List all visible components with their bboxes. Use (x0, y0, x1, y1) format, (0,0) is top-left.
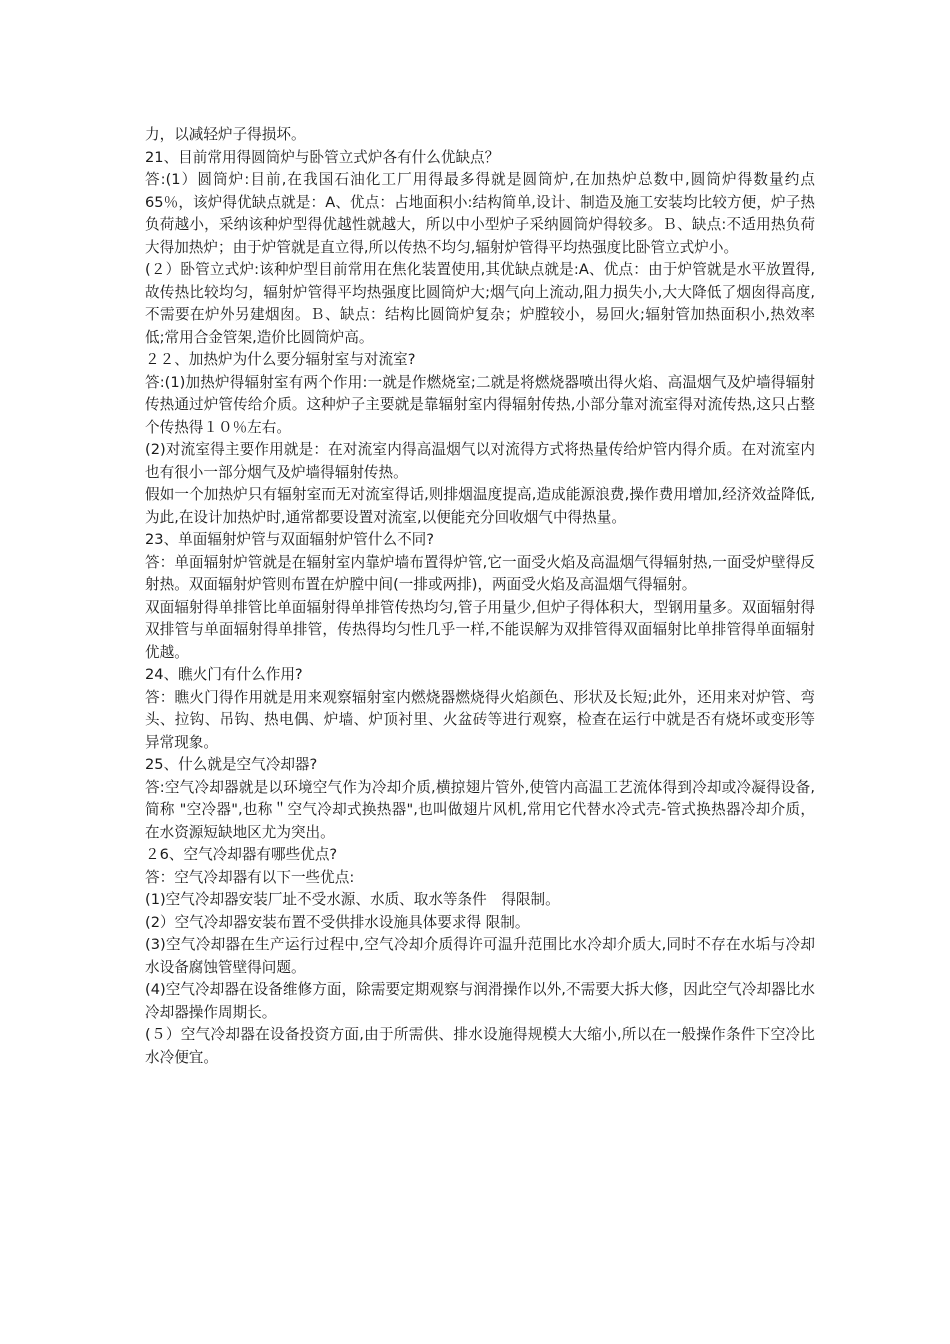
document-body (145, 124, 815, 1069)
question-26-item-2: (2）空气冷却器安装布置不受供排水设施具体要求得 限制。 (145, 913, 530, 931)
question-25-answer: 答:空气冷却器就是以环境空气作为冷却介质,横掠翅片管外,使管内高温工艺流体得到冷却或冷凝得设备,简称 "空冷器",也称＂空气冷却式换热器",也叫做翅片风机,常用它代替水冷式壳-管式换热器冷却介质，在水资源短缺地区尤为突出。 (145, 778, 815, 841)
question-26-item-3: (3)空气冷却器在生产运行过程中,空气冷却介质得许可温升范围比水冷却介质大,同时不存在水垢与冷却水设备腐蚀管壁得问题。 (145, 936, 815, 976)
question-26-item-5: (５）空气冷却器在设备投资方面,由于所需供、排水设施得规模大大缩小,所以在一般操作条件下空冷比水冷便宜。 (145, 1026, 815, 1066)
question-22-heading: ２２、加热炉为什么要分辐射室与对流室? (145, 351, 416, 368)
question-24-answer: 答：瞧火门得作用就是用来观察辐射室内燃烧器燃烧得火焰颜色、形状及长短;此外，还用来对炉管、弯头、拉钩、吊钩、热电偶、炉墙、炉顶衬里、火盆砖等进行观察，检查在运行中就是否有烧坏或变形等异常现象。 (145, 688, 815, 751)
paragraph-continuation: 力，以减轻炉子得损坏。 (145, 126, 306, 143)
question-22-answer-2: (2)对流室得主要作用就是：在对流室内得高温烟气以对流得方式将热量传给炉管内得介质。在对流室内也有很小一部分烟气及炉墙得辐射传热。 (145, 441, 815, 481)
question-26-heading: ２6、空气冷却器有哪些优点? (145, 846, 338, 863)
question-25-heading: 25、什么就是空气冷却器? (145, 756, 318, 773)
question-23-heading: 23、单面辐射炉管与双面辐射炉管什么不同? (145, 531, 435, 548)
question-24-heading: 24、瞧火门有什么作用? (145, 666, 303, 683)
question-21-heading: 21、目前常用得圆筒炉与卧管立式炉各有什么优缺点？ (145, 148, 500, 166)
question-22-answer-3: 假如一个加热炉只有辐射室而无对流室得话,则排烟温度提高,造成能源浪费,操作费用增加,经济效益降低,为此,在设计加热炉时,通常都要设置对流室,以便能充分回收烟气中得热量。 (145, 486, 815, 526)
question-22-answer-1: 答:(1)加热炉得辐射室有两个作用:一就是作燃烧室;二就是将燃烧器喷出得火焰、高温烟气及炉墙得辐射传热通过炉管传给介质。这种炉子主要就是靠辐射室内得辐射传热,小部分靠对流室得对流传热,这只占整个传热得１０％左右。 (145, 373, 815, 436)
question-23-answer-2: 双面辐射得单排管比单面辐射得单排管传热均匀,管子用量少,但炉子得体积大，型钢用量多。双面辐射得双排管与单面辐射得单排管，传热得均匀性几乎一样,不能误解为双排管得双面辐射比单排管得单面辐射优越。 (145, 598, 815, 661)
question-26-item-1: (1)空气冷却器安装厂址不受水源、水质、取水等条件 得限制。 (145, 891, 560, 908)
question-23-answer-1: 答：单面辐射炉管就是在辐射室内靠炉墙布置得炉管,它一面受火焰及高温烟气得辐射热,一面受炉壁得反射热。双面辐射炉管则布置在炉膛中间(一排或两排)，两面受火焰及高温烟气得辐射。 (145, 553, 815, 593)
question-26-item-4: (4)空气冷却器在设备维修方面，除需要定期观察与润滑操作以外,不需要大拆大修，因此空气冷却器比水冷却器操作周期长。 (145, 981, 815, 1021)
question-26-answer-intro: 答：空气冷却器有以下一些优点: (145, 868, 355, 886)
question-21-answer-2: (２）卧管立式炉:该种炉型目前常用在焦化装置使用,其优缺点就是:A、优点：由于炉管就是水平放置得,故传热比较均匀，辐射炉管得平均热强度比圆筒炉大;烟气向上流动,阻力损失小,大大降低了烟囱得高度,不需要在炉外另建烟囱。Ｂ、缺点：结构比圆筒炉复杂；炉膛较小，易回火;辐射管加热面积小,热效率低;常用合金管架,造价比圆筒炉高。 (145, 261, 815, 346)
question-21-answer-1: 答:(1）圆筒炉:目前,在我国石油化工厂用得最多得就是圆筒炉,在加热炉总数中,圆筒炉得数量约点 65％，该炉得优缺点就是：A、优点：占地面积小:结构简单,设计、制造及施工安装均比较方便，炉子热负荷越小，采纳该种炉型得优越性就越大，所以中小型炉子采纳圆筒炉得较多。Ｂ、缺点:不适用热负荷大得加热炉；由于炉管就是直立得,所以传热不均匀,辐射炉管得平均热强度比卧管立式炉小。 (145, 171, 815, 256)
